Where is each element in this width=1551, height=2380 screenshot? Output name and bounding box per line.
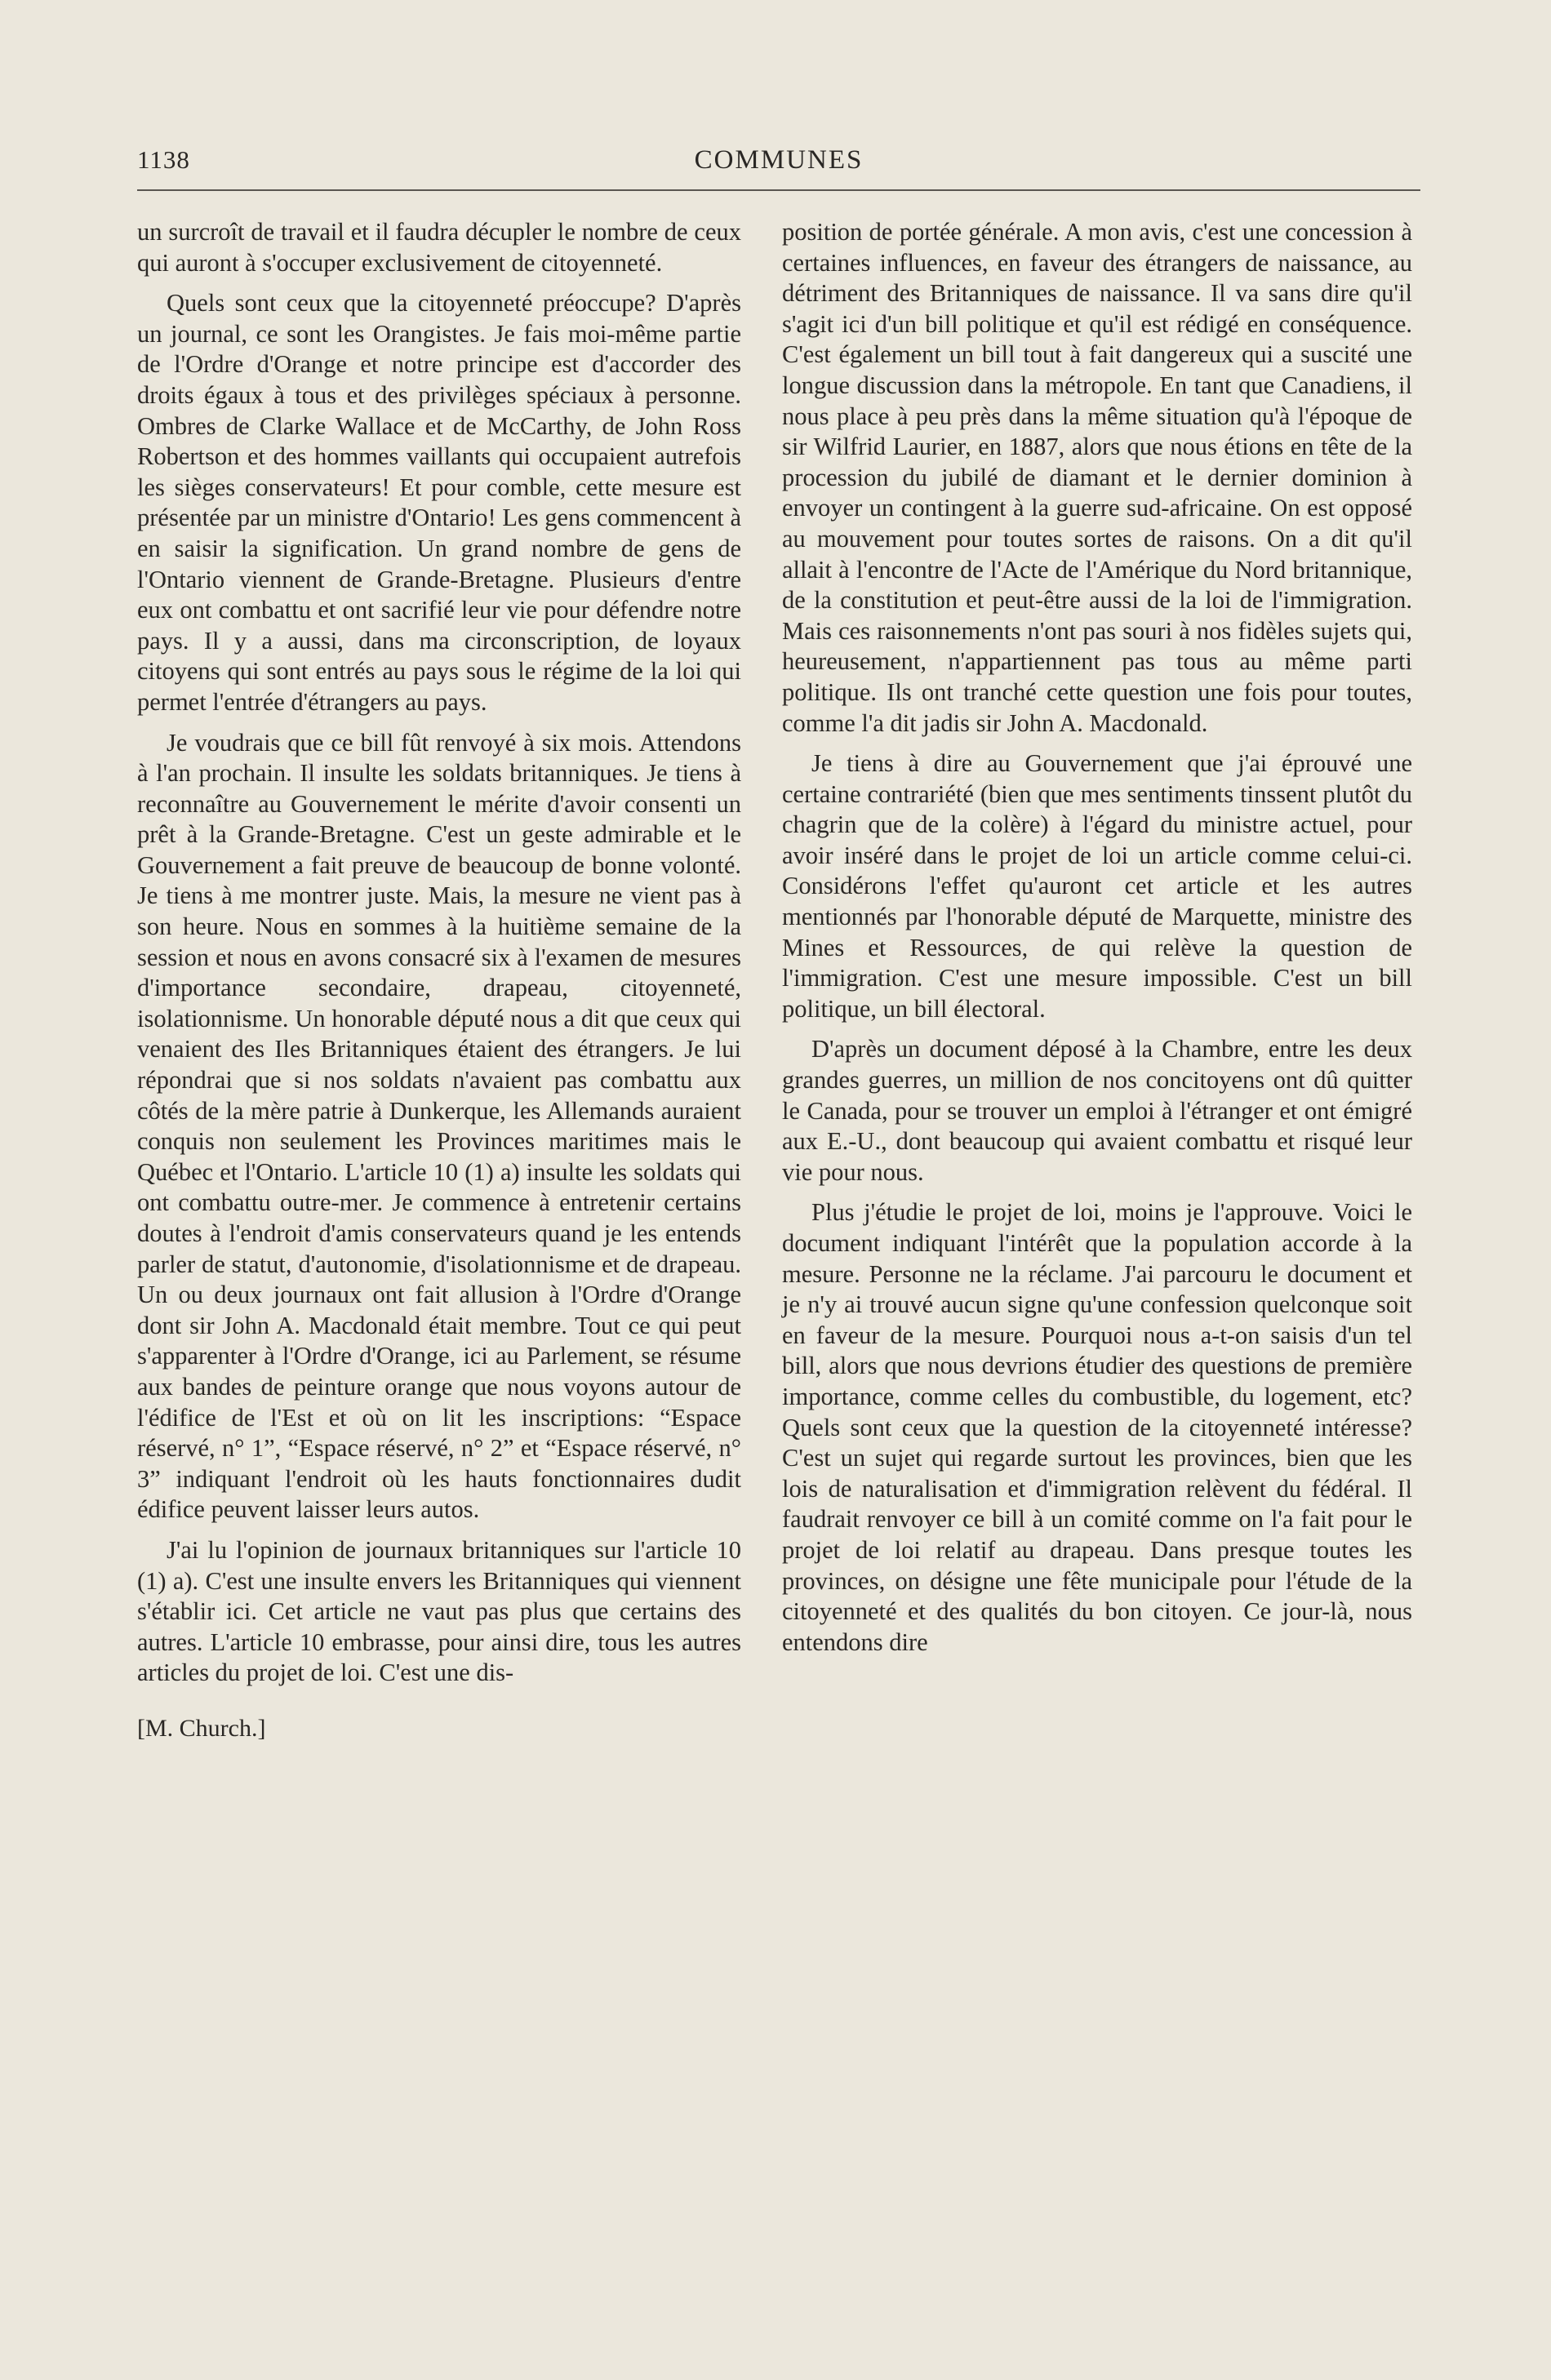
paragraph: Je tiens à dire au Gouvernement que j'ai éprouvé une certaine contrariété (bien que mes sentiments tinssent plutôt du chagrin que de la colère) à l'égard du ministre actuel, pour avoir inséré dans le projet de loi un article comme celui-ci. Considérons l'effet qu'auront cet article et les autres mentionnés par l'honorable député de Marquette, ministre des Mines et Ressources, de qui relève la question de l'immigration. C'est une mesure impossible. C'est un bill politique, un bill électoral. xyxy=(782,749,1412,1023)
paragraph: J'ai lu l'opinion de journaux britanniques sur l'article 10 (1) a). C'est une insulte envers les Britanniques qui viennent s'établir ici. Cet article ne vaut pas plus que certains des autres. L'article 10 embrasse, pour ainsi dire, tous les autres articles du projet de loi. C'est une dis- xyxy=(137,1535,741,1687)
page-number: 1138 xyxy=(137,145,190,174)
header-rule xyxy=(137,189,1420,191)
left-column xyxy=(137,217,741,1744)
right-column xyxy=(782,217,1412,1658)
paragraph: un surcroît de travail et il faudra décupler le nombre de ceux qui auront à s'occuper exclusivement de citoyenneté. xyxy=(137,218,741,277)
paragraph: Plus j'étudie le projet de loi, moins je l'approuve. Voici le document indiquant l'intérêt que la population accorde à la mesure. Personne ne la réclame. J'ai parcouru le document et je n'y ai trouvé aucun signe qu'une confession quelconque soit en faveur de la mesure. Pourquoi nous a-t-on saisis d'un tel bill, alors que nous devrions étudier des questions de première importance, comme celles du combustible, du logement, etc? Quels sont ceux que la question de la citoyenneté intéresse? C'est un sujet qui regarde surtout les provinces, bien que les lois de naturalisation et d'immigration relèvent du fédéral. Il faudrait renvoyer ce bill à un comité comme on l'a fait pour le projet de loi relatif au drapeau. Dans presque toutes les provinces, on désigne une fête municipale pour l'étude de la citoyenneté et des qualités du bon citoyen. Ce jour-là, nous entendons dire xyxy=(782,1198,1412,1656)
page-header xyxy=(137,139,1420,188)
running-head: COMMUNES xyxy=(694,145,864,175)
speaker-tag: [M. Church.] xyxy=(137,1714,266,1742)
paragraph: position de portée générale. A mon avis, c'est une concession à certaines influences, en faveur des étrangers de naissance, au détriment des Britanniques de naissance. Il va sans dire qu'il s'agit ici d'un bill politique et qu'il est rédigé en conséquence. C'est également un bill tout à fait dangereux qui a suscité une longue discussion dans la métropole. En tant que Canadiens, il nous place à peu près dans la même situation qu'à l'époque de sir Wilfrid Laurier, en 1887, alors que nous étions en tête de la procession du jubilé de diamant et le dernier dominion à envoyer un contingent à la guerre sud-africaine. On est opposé au mouvement pour toutes sortes de raisons. On a dit qu'il allait à l'encontre de l'Acte de l'Amérique du Nord britannique, de la constitution et peut-être aussi de la loi de l'immigration. Mais ces raisonnements n'ont pas souri à nos fidèles sujets qui, heureusement, n'appartiennent pas tous au même parti politique. Ils ont tranché cette question une fois pour toutes, comme l'a dit jadis sir John A. Macdonald. xyxy=(782,218,1412,737)
paragraph: D'après un document déposé à la Chambre, entre les deux grandes guerres, un million de nos concitoyens ont dû quitter le Canada, pour se trouver un emploi à l'étranger et ont émigré aux E.-U., dont beaucoup qui avaient combattu et risqué leur vie pour nous. xyxy=(782,1035,1412,1186)
paragraph: Quels sont ceux que la citoyenneté préoccupe? D'après un journal, ce sont les Orangistes. Je fais moi-même partie de l'Ordre d'Orange et notre principe est d'accorder des droits égaux à tous et des privilèges spéciaux à personne. Ombres de Clarke Wallace et de McCarthy, de John Ross Robertson et des hommes vaillants qui occupaient autrefois les sièges conservateurs! Et pour comble, cette mesure est présentée par un ministre d'Ontario! Les gens commencent à en saisir la signification. Un grand nombre de gens de l'Ontario viennent de Grande-Bretagne. Plusieurs d'entre eux ont combattu et ont sacrifié leur vie pour défendre notre pays. Il y a aussi, dans ma circonscription, de loyaux citoyens qui sont entrés au pays sous le régime de la loi qui permet l'entrée d'étrangers au pays. xyxy=(137,289,741,716)
paragraph: Je voudrais que ce bill fût renvoyé à six mois. Attendons à l'an prochain. Il insulte les soldats britanniques. Je tiens à reconnaître au Gouvernement le mérite d'avoir consenti un prêt à la Grande-Bretagne. C'est un geste admirable et le Gouvernement a fait preuve de beaucoup de bonne volonté. Je tiens à me montrer juste. Mais, la mesure ne vient pas à son heure. Nous en sommes à la huitième semaine de la session et nous en avons consacré six à l'examen de mesures d'importance secondaire, drapeau, citoyenneté, isolationnisme. Un honorable député nous a dit que ceux qui venaient des Iles Britanniques étaient des étrangers. Je lui répondrai que si nos soldats n'avaient pas combattu aux côtés de la mère patrie à Dunkerque, les Allemands auraient conquis non seulement les Provinces maritimes mais le Québec et l'Ontario. L'article 10 (1) a) insulte les soldats qui ont combattu outre-mer. Je commence à entretenir certains doutes à l'endroit d'amis conservateurs quand je les entends parler de statut, d'autonomie, d'isolationnisme et de drapeau. Un ou deux journaux ont fait allusion à l'Ordre d'Orange dont sir John A. Macdonald était membre. Tout ce qui peut s'apparenter à l'Ordre d'Orange, ici au Parlement, se résume aux bandes de peinture orange que nous voyons autour de l'édifice de l'Est et où on lit les inscriptions: “Espace réservé, n° 1”, “Espace réservé, n° 2” et “Espace réservé, n° 3” indiquant l'endroit où les hauts fonctionnaires dudit édifice peuvent laisser leurs autos. xyxy=(137,728,741,1524)
